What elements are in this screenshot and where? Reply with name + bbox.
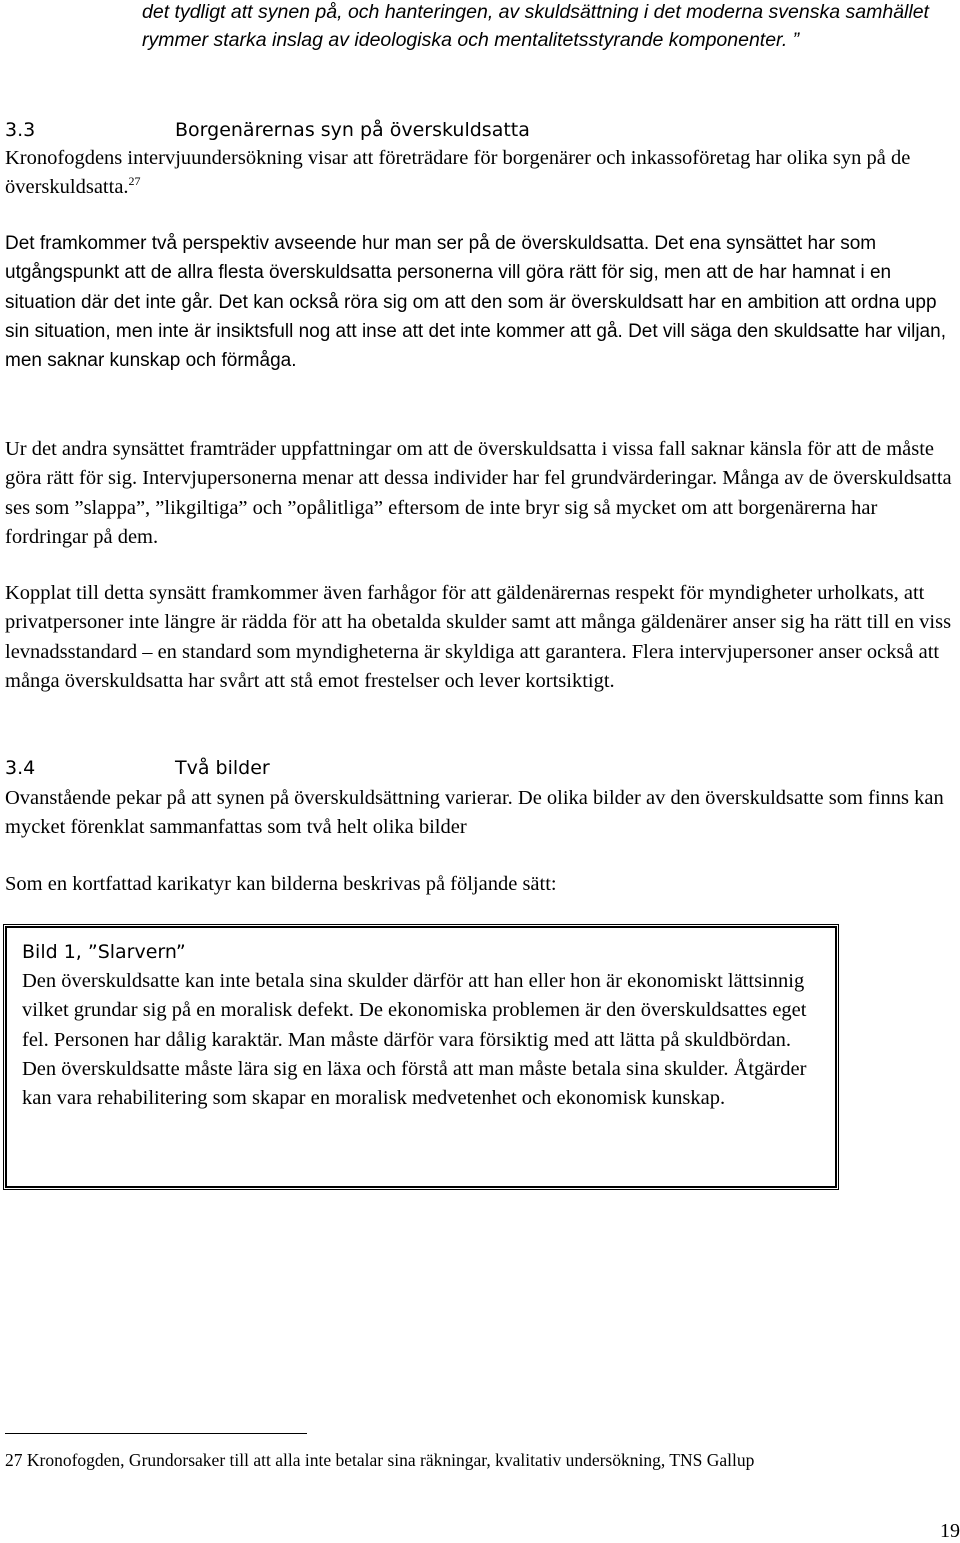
paragraph-text: Kronofogdens intervjuundersökning visar att företrädare för borgenärer och inkassoföretag har olika syn på de överskuldsatta. [5, 147, 911, 199]
paragraph [5, 144, 955, 203]
footnote-separator [5, 1433, 307, 1434]
footnote-reference: 27 [128, 174, 141, 189]
box-title: Bild 1, ”Slarvern” [22, 941, 186, 963]
paragraph: Kopplat till detta synsätt framkommer även farhågor för att gäldenärernas respekt för myndigheter urholkats, att privatpersoner inte längre är rädda för att ha obetalda skulder samt att många gäldenärer anser sig ha rätt till en viss levnadsstandard – en standard som myndigheterna är skyldiga att garantera. Flera intervjupersoner anser också att många överskuldsatta har svårt att stå emot frestelser och lever kortsiktigt. [5, 582, 952, 692]
section-heading-3-3 [5, 116, 530, 144]
section-number: 3.4 [5, 757, 36, 779]
paragraph: Som en kortfattad karikatyr kan bilderna beskrivas på följande sätt: [5, 873, 557, 895]
footnote: 27 Kronofogden, Grundorsaker till att alla inte betalar sina räkningar, kvalitativ undersökning, TNS Gallup [5, 1450, 755, 1470]
section-title: Borgenärernas syn på överskuldsatta [175, 119, 530, 141]
section-heading-3-4 [5, 754, 270, 782]
intro-quote: det tydligt att synen på, och hanteringen, av skuldsättning i det moderna svenska samhället rymmer starka inslag av ideologiska och mentalitetsstyrande komponenter. ” [142, 1, 929, 51]
paragraph-lead: Det framkommer två perspektiv avseende hur man ser på de överskuldsatta. [5, 233, 650, 254]
paragraph: Ur det andra synsättet framträder uppfattningar om att de överskuldsatta i vissa fall saknar känsla för att de måste göra rätt för sig. Intervjupersonerna menar att dessa individer har fel grundvärderingar. Många av de överskuldsatta ses som ”slappa”, ”likgiltiga” och ”opålitliga” eftersom de inte bryr sig så mycket om att borgenärerna har fordringar på dem. [5, 438, 952, 548]
section-title: Två bilder [175, 757, 270, 779]
page-number: 19 [940, 1520, 960, 1542]
paragraph-text: Det ena synsättet har som utgångspunkt att de allra flesta överskuldsatta personerna vill göra rätt för sig, men att de har hamnat i en situation där det inte går. Det kan också röra sig om att den som är överskuldsatt har en ambition att ordna upp sin situation, men inte är insiktsfull nog att inse att det inte kommer att gå. Det vill säga den skuldsatte har viljan, men saknar kunskap och förmåga. [5, 233, 946, 372]
section-number: 3.3 [5, 119, 36, 141]
paragraph [5, 229, 955, 375]
box-body: Den överskuldsatte kan inte betala sina skulder därför att han eller hon är ekonomiskt lättsinnig vilket grundar sig på en moralisk defekt. De ekonomiska problemen är den överskuldsattes eget fel. Personen har dålig karaktär. Man måste därför vara försiktig med att lätta på skuldbördan. Den överskuldsatte måste lära sig en läxa och förstå att man måste betala sina skulder. Åtgärder kan vara rehabilitering som skapar en moralisk medvetenhet och ekonomisk kunskap. [22, 970, 807, 1110]
paragraph: Ovanstående pekar på att synen på överskuldsättning varierar. De olika bilder av den överskuldsatte som finns kan mycket förenklat sammanfattas som två helt olika bilder [5, 787, 944, 839]
